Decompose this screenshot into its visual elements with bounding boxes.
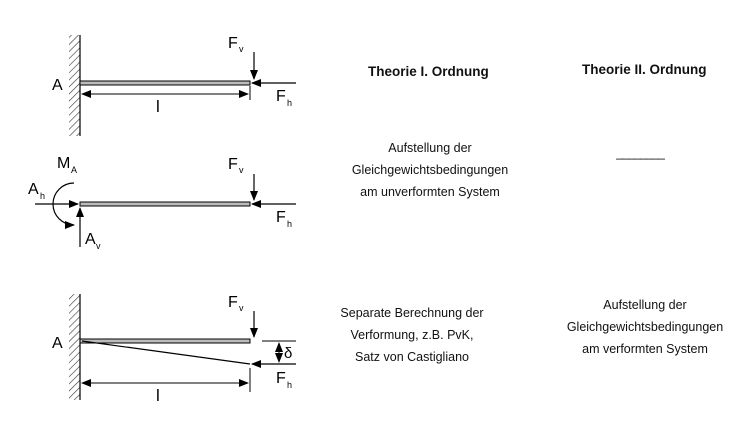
reaction-h-sub: h bbox=[40, 191, 46, 201]
force-h-label-2: F bbox=[276, 209, 286, 226]
reaction-v-sub: v bbox=[96, 241, 101, 251]
force-v-sub-2: v bbox=[239, 165, 244, 175]
beam-1 bbox=[80, 81, 250, 85]
theory2-header: Theorie II. Ordnung bbox=[582, 62, 707, 77]
deflection-label: δ bbox=[284, 345, 293, 362]
force-v-label-2: F bbox=[228, 156, 238, 173]
deflected-beam bbox=[82, 341, 250, 364]
row3-theory1-text bbox=[312, 302, 512, 368]
wall-1 bbox=[69, 35, 80, 136]
row3-theory1-line1: Separate Berechnung der bbox=[340, 306, 484, 320]
row3-theory1-line2: Verformung, z.B. PvK, bbox=[350, 328, 474, 342]
diagram-3 bbox=[52, 294, 296, 405]
force-v-label-1: F bbox=[228, 35, 238, 52]
length-label-3: l bbox=[156, 386, 160, 405]
row2-theory1-line3: am unverformten System bbox=[360, 185, 500, 199]
row3-theory2-line2: Gleichgewichtsbedingungen bbox=[566, 320, 724, 334]
force-v-sub-1: v bbox=[239, 44, 244, 54]
length-label-1: l bbox=[156, 97, 160, 116]
row3-theory2-line3: am verformten System bbox=[582, 342, 708, 356]
force-h-sub-1: h bbox=[287, 98, 293, 108]
theory1-header: Theorie I. Ordnung bbox=[368, 64, 489, 79]
support-label-1: A bbox=[52, 77, 63, 94]
row3-theory2-line1: Aufstellung der bbox=[603, 298, 687, 312]
row3-theory1-line3: Satz von Castigliano bbox=[355, 350, 469, 364]
force-h-sub-3: h bbox=[287, 380, 293, 390]
force-h-label-3: F bbox=[276, 370, 286, 387]
beam-2 bbox=[80, 202, 250, 206]
row2-theory2-placeholder: ________ bbox=[616, 146, 664, 160]
reaction-h-label: A bbox=[28, 181, 39, 198]
row3-theory2-text bbox=[545, 294, 745, 360]
row2-theory1-line2: Gleichgewichtsbedingungen bbox=[351, 163, 509, 177]
moment-label: M bbox=[57, 155, 71, 172]
beam-3 bbox=[80, 339, 250, 343]
reaction-v-label: A bbox=[85, 231, 96, 248]
moment-sub: A bbox=[71, 165, 78, 175]
wall-3 bbox=[69, 294, 80, 400]
force-v-label-3: F bbox=[228, 294, 238, 311]
support-label-3: A bbox=[52, 335, 63, 352]
diagram-1 bbox=[52, 35, 296, 136]
force-h-label-1: F bbox=[276, 88, 286, 105]
row2-theory1-text bbox=[330, 137, 530, 203]
force-h-sub-2: h bbox=[287, 219, 293, 229]
force-v-sub-3: v bbox=[239, 303, 244, 313]
diagram-2 bbox=[28, 155, 296, 251]
row2-theory1-line1: Aufstellung der bbox=[388, 141, 472, 155]
